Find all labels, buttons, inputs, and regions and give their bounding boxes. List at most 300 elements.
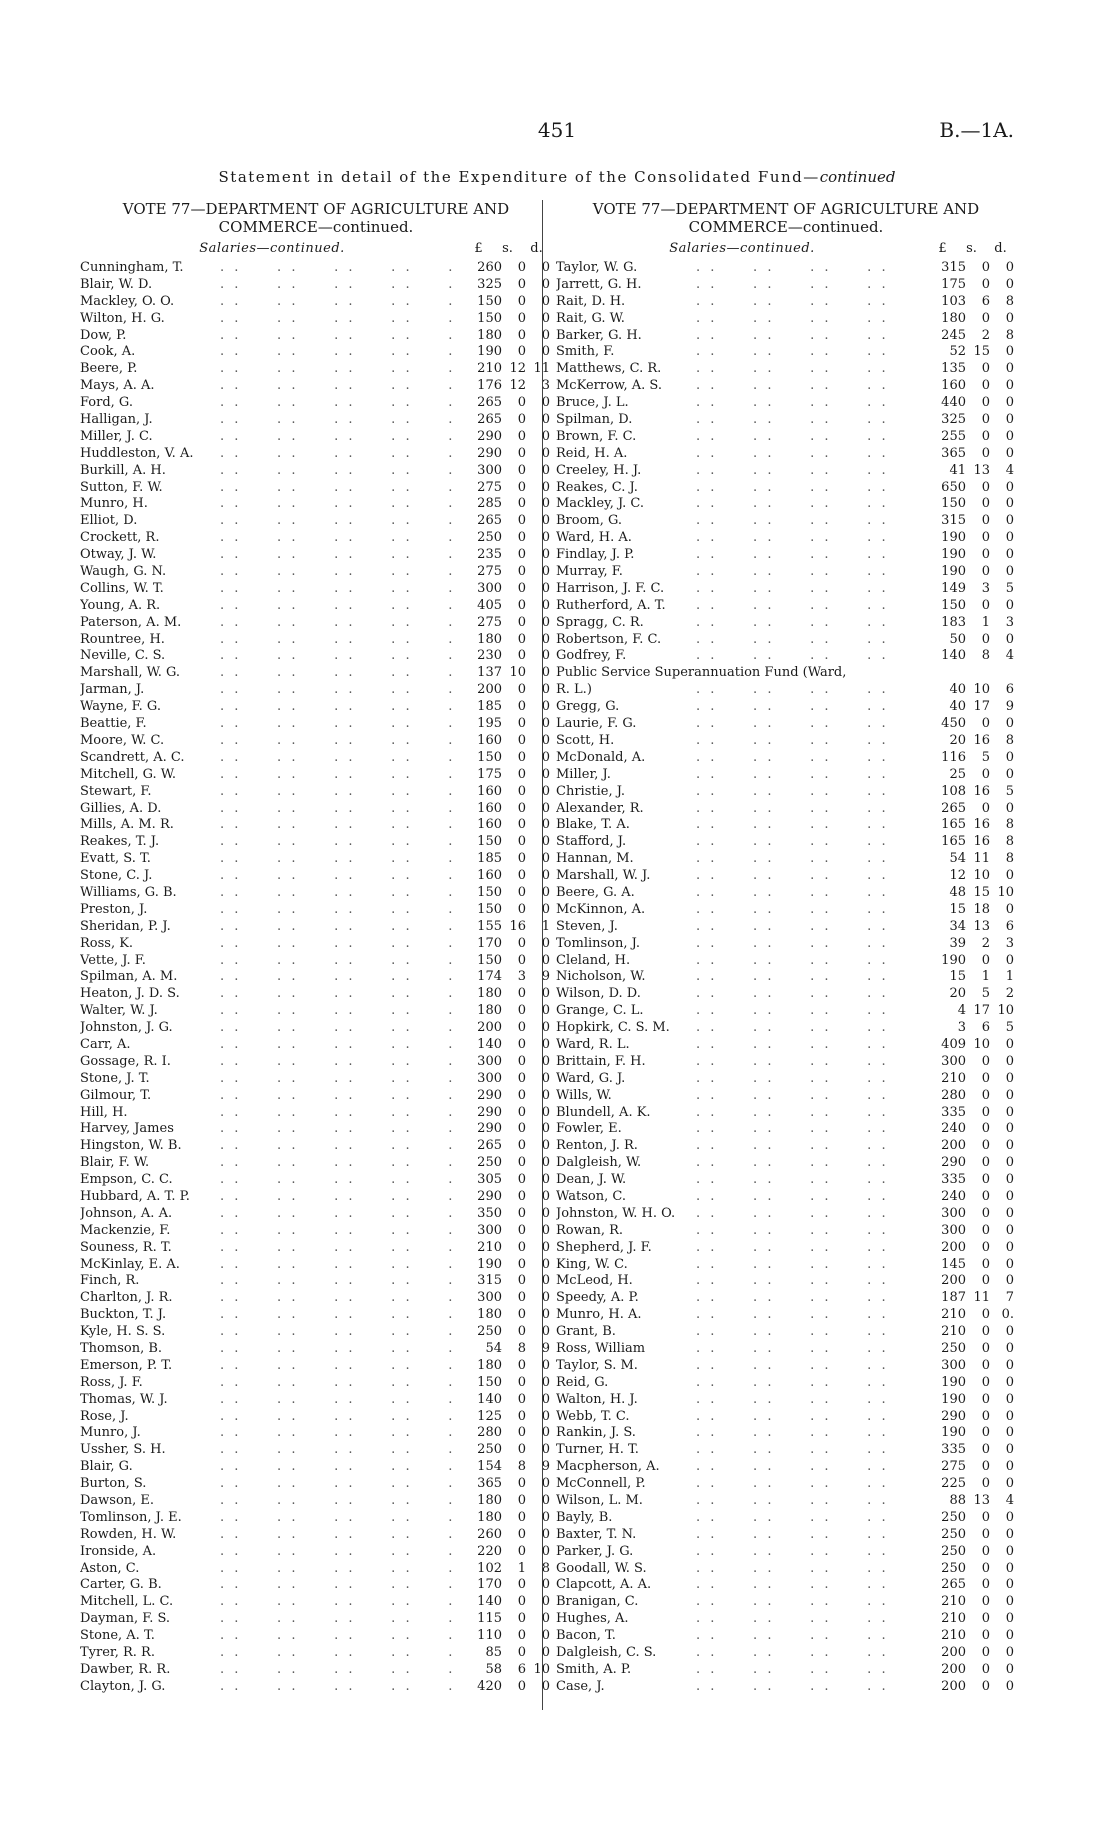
employee-name: Scott, H. [556, 733, 618, 748]
amount-shillings: 0 [517, 1020, 526, 1036]
amount-pounds: 180 [477, 631, 502, 647]
amount-pounds: 265 [941, 1577, 966, 1593]
amount-shillings: 0 [517, 834, 526, 850]
employee-name-cell [556, 1003, 922, 1020]
amount-pounds: 190 [477, 1256, 502, 1272]
employee-name: Ross, J. F. [80, 1375, 147, 1390]
employee-name: Spragg, C. R. [556, 615, 648, 630]
amount-pence: 0 [541, 648, 550, 664]
employee-name-cell [80, 378, 458, 395]
salary-row [80, 1561, 552, 1578]
amount-pence: 0 [1005, 868, 1014, 884]
amount-shillings: 0 [981, 1611, 990, 1627]
amount-pounds: 235 [477, 547, 502, 563]
amount-pence: 0 [1005, 1205, 1014, 1221]
amount-shillings: 17 [973, 699, 990, 715]
employee-name-cell [556, 1628, 922, 1645]
salary-row [556, 1341, 1016, 1358]
amount-pence: 0 [1005, 1273, 1014, 1289]
amount-pounds: 265 [477, 412, 502, 428]
amount-pence: 3 [541, 378, 550, 394]
amount-pence: 0 [1005, 1611, 1014, 1627]
amount-pence: 0 [541, 1205, 550, 1221]
amount-pounds: 12 [949, 868, 966, 884]
salary-row [556, 1442, 1016, 1459]
amount-pence: 0 [1005, 412, 1014, 428]
salary-row [80, 716, 552, 733]
employee-name: Grant, B. [556, 1324, 620, 1339]
amount-pence: 0 [541, 699, 550, 715]
amount-pence: 0 [541, 1678, 550, 1694]
amount-pence: 8 [1005, 732, 1014, 748]
amount-pence: 0 [541, 732, 550, 748]
employee-name-cell [80, 1442, 458, 1459]
employee-name: Crockett, R. [80, 530, 163, 545]
employee-name: Mackley, J. C. [556, 496, 648, 511]
employee-name: Fowler, E. [556, 1121, 626, 1136]
amount-pounds: 150 [477, 749, 502, 765]
amount-pounds: 149 [941, 580, 966, 596]
salary-row [556, 1628, 1016, 1645]
amount-pence: 10 [997, 1003, 1014, 1019]
salary-row [80, 1054, 552, 1071]
amount-shillings: 0 [517, 783, 526, 799]
salary-row [80, 919, 552, 936]
amount-shillings: 12 [509, 378, 526, 394]
employee-name: Hughes, A. [556, 1611, 633, 1626]
employee-name-cell [556, 581, 922, 598]
left-subheading: Salaries—continued. [199, 241, 345, 256]
amount-pence: 0 [541, 293, 550, 309]
amount-pounds: 190 [941, 564, 966, 580]
amount-pence: 0 [1005, 310, 1014, 326]
amount-pounds: 300 [941, 1205, 966, 1221]
employee-name: Wills, W. [556, 1088, 616, 1103]
amount-pence: 0 [541, 547, 550, 563]
amount-pence: 0 [1005, 361, 1014, 377]
salary-row [80, 1459, 552, 1476]
employee-name: Mitchell, G. W. [80, 767, 180, 782]
amount-pounds: 200 [941, 1138, 966, 1154]
amount-pounds: 174 [477, 969, 502, 985]
employee-name-cell [556, 801, 922, 818]
amount-pence: 0 [541, 1290, 550, 1306]
amount-shillings: 0 [517, 1476, 526, 1492]
salary-row [80, 1257, 552, 1274]
salary-row [556, 1476, 1016, 1493]
amount-pence: 10 [533, 1661, 550, 1677]
amount-pence: 0 [541, 428, 550, 444]
salary-row [80, 412, 552, 429]
amount-shillings: 0 [981, 1256, 990, 1272]
amount-shillings: 0 [981, 1543, 990, 1559]
amount-pence: 8 [1005, 851, 1014, 867]
employee-name: Jarrett, G. H. [556, 277, 645, 292]
amount-pence: 0 [541, 344, 550, 360]
salary-row [556, 1375, 1016, 1392]
amount-pounds: 260 [477, 1526, 502, 1542]
salary-row [556, 1594, 1016, 1611]
amount-shillings: 8 [517, 1341, 526, 1356]
amount-shillings: 0 [517, 428, 526, 444]
amount-pence: 0 [1005, 1172, 1014, 1188]
amount-pounds: 48 [949, 884, 966, 900]
employee-name: Dawber, R. R. [80, 1662, 174, 1677]
amount-pence: 0 [541, 1391, 550, 1407]
amount-pence: 0 [541, 327, 550, 343]
employee-name-cell [556, 665, 922, 682]
amount-pounds: 180 [477, 986, 502, 1002]
amount-pence: 0 [541, 1222, 550, 1238]
employee-name: Grange, C. L. [556, 1003, 648, 1018]
salary-row [556, 953, 1016, 970]
amount-pence: 0 [1005, 766, 1014, 782]
salary-row [80, 1493, 552, 1510]
salary-row [80, 1611, 552, 1628]
amount-pence: 0 [1005, 395, 1014, 411]
employee-name-cell [556, 632, 922, 649]
employee-name: Taylor, S. M. [556, 1358, 642, 1373]
employee-name-cell [80, 1037, 458, 1054]
salary-row [556, 361, 1016, 378]
employee-name-cell [80, 463, 458, 480]
amount-shillings: 0 [981, 1509, 990, 1525]
employee-name-cell [556, 1459, 922, 1476]
amount-shillings: 17 [973, 1003, 990, 1019]
amount-pounds: 180 [477, 1307, 502, 1323]
salary-row [556, 1307, 1016, 1324]
amount-pounds: 150 [477, 310, 502, 326]
amount-pounds: 365 [941, 445, 966, 461]
employee-name-cell [80, 1611, 458, 1628]
amount-pounds: 265 [477, 1138, 502, 1154]
employee-name: Smith, F. [556, 344, 618, 359]
salary-row [80, 1679, 552, 1696]
employee-name-cell [556, 1155, 922, 1172]
amount-shillings: 0 [517, 952, 526, 968]
employee-name: Gossage, R. I. [80, 1054, 175, 1069]
employee-name: Harvey, James [80, 1121, 178, 1136]
left-unit-shillings: s. [502, 241, 513, 256]
amount-pounds: 230 [477, 648, 502, 664]
amount-pounds: 210 [477, 361, 502, 377]
employee-name-cell [80, 1172, 458, 1189]
employee-name: Ward, G. J. [556, 1071, 629, 1086]
amount-pounds: 175 [477, 766, 502, 782]
amount-pounds: 34 [949, 918, 966, 934]
amount-pence: 4 [1005, 648, 1014, 664]
amount-shillings: 10 [973, 868, 990, 884]
employee-name: Elliot, D. [80, 513, 141, 528]
amount-pence: 10 [997, 884, 1014, 900]
employee-name: Bruce, J. L. [556, 395, 633, 410]
employee-name: Aston, C. [80, 1561, 143, 1576]
amount-shillings: 0 [517, 1104, 526, 1120]
amount-pounds: 200 [941, 1239, 966, 1255]
salary-row [556, 868, 1016, 885]
employee-name-cell [556, 1442, 922, 1459]
salary-row [80, 277, 552, 294]
salary-row [556, 851, 1016, 868]
employee-name-cell [80, 395, 458, 412]
amount-pounds: 405 [477, 597, 502, 613]
employee-name: Neville, C. S. [80, 648, 169, 663]
employee-name-cell [556, 1307, 922, 1324]
employee-name: Christie, J. [556, 784, 629, 799]
employee-name-cell [556, 817, 922, 834]
amount-pence: 4 [1005, 1493, 1014, 1509]
employee-name: Rutherford, A. T. [556, 598, 670, 613]
amount-pounds: 160 [477, 732, 502, 748]
employee-name-cell [80, 1290, 458, 1307]
employee-name: Speedy, A. P. [556, 1290, 643, 1305]
amount-shillings: 0 [517, 986, 526, 1002]
amount-shillings: 0 [981, 1374, 990, 1390]
amount-pence: 9 [1005, 699, 1014, 715]
amount-pounds: 300 [477, 580, 502, 596]
salary-row [80, 733, 552, 750]
employee-name: Ironside, A. [80, 1544, 160, 1559]
employee-name-cell [80, 446, 458, 463]
employee-name: Stewart, F. [80, 784, 156, 799]
employee-name-cell [80, 564, 458, 581]
salary-row [80, 1425, 552, 1442]
amount-shillings: 0 [981, 1661, 990, 1677]
salary-row [80, 1392, 552, 1409]
employee-name: Hubbard, A. T. P. [80, 1189, 194, 1204]
employee-name-cell [556, 1544, 922, 1561]
amount-pounds: 250 [941, 1526, 966, 1542]
employee-name-cell [80, 1240, 458, 1257]
amount-shillings: 0 [517, 462, 526, 478]
amount-shillings: 0 [981, 1273, 990, 1289]
employee-name: Hannan, M. [556, 851, 638, 866]
right-unit-shillings: s. [966, 241, 977, 256]
amount-shillings: 16 [973, 817, 990, 833]
amount-shillings: 0 [517, 1442, 526, 1458]
amount-shillings: 0 [517, 1053, 526, 1069]
amount-shillings: 6 [981, 1020, 990, 1036]
salary-row [80, 1020, 552, 1037]
amount-pence: 0 [1005, 1577, 1014, 1593]
salary-row [80, 1273, 552, 1290]
employee-name-cell [80, 277, 458, 294]
employee-name-cell [556, 784, 922, 801]
salary-row [556, 1172, 1016, 1189]
amount-shillings: 0 [517, 1324, 526, 1340]
employee-name: Kyle, H. S. S. [80, 1324, 169, 1339]
employee-name: Heaton, J. D. S. [80, 986, 184, 1001]
amount-shillings: 0 [517, 935, 526, 951]
employee-name: McKinnon, A. [556, 902, 649, 917]
amount-shillings: 0 [517, 496, 526, 512]
amount-shillings: 0 [517, 749, 526, 765]
amount-shillings: 0 [981, 631, 990, 647]
employee-name-cell [80, 1510, 458, 1527]
salary-row [80, 1290, 552, 1307]
salary-row [80, 361, 552, 378]
employee-name-cell [556, 1476, 922, 1493]
salary-row [556, 750, 1016, 767]
salary-row [80, 1223, 552, 1240]
salary-row [80, 1341, 552, 1358]
employee-name: Charlton, J. R. [80, 1290, 177, 1305]
salary-row [80, 1594, 552, 1611]
amount-pounds: 250 [941, 1509, 966, 1525]
employee-name-cell [80, 496, 458, 513]
employee-name-cell [80, 1375, 458, 1392]
amount-shillings: 0 [517, 513, 526, 529]
amount-shillings: 0 [517, 597, 526, 613]
amount-pounds: 200 [941, 1273, 966, 1289]
page-number: 451 [537, 118, 577, 142]
amount-pounds: 315 [477, 1273, 502, 1289]
employee-name-cell [556, 1679, 922, 1696]
amount-pounds: 200 [941, 1661, 966, 1677]
employee-name: Robertson, F. C. [556, 632, 665, 647]
employee-name: Mills, A. M. R. [80, 817, 178, 832]
amount-shillings: 0 [981, 1053, 990, 1069]
employee-name: Findlay, J. P. [556, 547, 638, 562]
amount-pence: 0 [541, 513, 550, 529]
right-vote-heading: VOTE 77—DEPARTMENT OF AGRICULTURE AND COMMERCE—continued. [592, 200, 980, 236]
amount-pounds: 240 [941, 1188, 966, 1204]
amount-shillings: 0 [981, 513, 990, 529]
amount-pounds: 140 [477, 1036, 502, 1052]
employee-name-cell [556, 530, 922, 547]
employee-name-cell [80, 412, 458, 429]
amount-shillings: 0 [981, 564, 990, 580]
salary-row [556, 1510, 1016, 1527]
salary-row [556, 294, 1016, 311]
employee-name: Rowden, H. W. [80, 1527, 180, 1542]
amount-pounds: 200 [941, 1678, 966, 1694]
employee-name: Beattie, F. [80, 716, 151, 731]
amount-pence: 0 [541, 1003, 550, 1019]
amount-pounds: 137 [477, 665, 502, 681]
amount-shillings: 13 [973, 918, 990, 934]
amount-pence: 0 [1005, 800, 1014, 816]
amount-pence: 0 [1005, 631, 1014, 647]
amount-pence: 0 [1005, 749, 1014, 765]
amount-pence: 0 [541, 1526, 550, 1542]
salary-row [80, 480, 552, 497]
amount-pence: 0 [541, 817, 550, 833]
amount-pounds: 85 [485, 1645, 502, 1661]
employee-name-cell [80, 733, 458, 750]
amount-pence: 4 [1005, 462, 1014, 478]
employee-name-cell [80, 1324, 458, 1341]
employee-name-cell [556, 277, 922, 294]
amount-shillings: 2 [981, 327, 990, 343]
amount-pence: 0 [1005, 1138, 1014, 1154]
employee-name-cell [80, 1138, 458, 1155]
amount-pounds: 190 [941, 1425, 966, 1441]
amount-shillings: 0 [517, 412, 526, 428]
amount-pounds: 183 [941, 614, 966, 630]
amount-shillings: 0 [981, 496, 990, 512]
amount-pounds: 155 [477, 918, 502, 934]
salary-row [556, 1054, 1016, 1071]
salary-row [556, 1645, 1016, 1662]
amount-pounds: 255 [941, 428, 966, 444]
employee-name-cell [556, 868, 922, 885]
amount-pounds: 52 [949, 344, 966, 360]
employee-name-cell [80, 1645, 458, 1662]
left-unit-pounds: £ [474, 241, 483, 256]
amount-pence: 5 [1005, 580, 1014, 596]
salary-row [556, 885, 1016, 902]
salary-row [80, 767, 552, 784]
page-reference: B.—1A. [939, 118, 1014, 142]
amount-shillings: 0 [517, 631, 526, 647]
employee-name-cell [556, 1206, 922, 1223]
amount-pounds: 350 [477, 1205, 502, 1221]
salary-row [80, 1645, 552, 1662]
salary-row [80, 1476, 552, 1493]
amount-pence: 0 [541, 1493, 550, 1509]
amount-shillings: 0 [981, 1222, 990, 1238]
amount-pounds [922, 665, 966, 682]
employee-name-cell [556, 1071, 922, 1088]
amount-shillings: 0 [517, 445, 526, 461]
amount-shillings: 6 [517, 1661, 526, 1677]
salary-row [556, 1088, 1016, 1105]
employee-name-cell [80, 1594, 458, 1611]
salary-row [556, 1121, 1016, 1138]
salary-row [80, 665, 552, 682]
amount-shillings: 0 [517, 1222, 526, 1238]
salary-row [80, 1037, 552, 1054]
amount-pence: 2 [1005, 986, 1014, 1002]
amount-shillings: 0 [981, 1307, 990, 1323]
amount-shillings: 0 [981, 1594, 990, 1610]
salary-row [556, 412, 1016, 429]
amount-pence: 0 [541, 276, 550, 292]
salary-row [556, 1577, 1016, 1594]
amount-shillings: 0 [981, 1172, 990, 1188]
employee-name: Laurie, F. G. [556, 716, 640, 731]
right-unit-pounds: £ [938, 241, 947, 256]
right-column [556, 200, 1016, 1696]
amount-shillings: 0 [517, 260, 526, 275]
amount-pence: 0 [1005, 1374, 1014, 1390]
amount-pence: 0 [541, 716, 550, 732]
amount-pence: 1 [1005, 969, 1014, 985]
amount-shillings: 0 [981, 1628, 990, 1644]
salary-row [80, 1442, 552, 1459]
right-unit-pence: d. [994, 241, 1007, 256]
amount-pence: 0 [541, 1628, 550, 1644]
amount-pence: 0 [541, 1374, 550, 1390]
employee-name: Burton, S. [80, 1476, 150, 1491]
amount-pence: 0 [1005, 1543, 1014, 1559]
amount-shillings: 0 [981, 276, 990, 292]
salary-row [80, 1206, 552, 1223]
amount-shillings: 8 [517, 1459, 526, 1475]
salary-row [556, 919, 1016, 936]
amount-pounds: 195 [477, 716, 502, 732]
amount-shillings: 0 [517, 1425, 526, 1441]
employee-name: Spilman, A. M. [80, 969, 181, 984]
employee-name: Murray, F. [556, 564, 627, 579]
employee-name-cell [556, 1138, 922, 1155]
amount-shillings: 0 [981, 1121, 990, 1137]
amount-shillings: 0 [981, 1138, 990, 1154]
amount-pence: 0 [541, 1104, 550, 1120]
amount-pence: 0 [541, 260, 550, 275]
employee-name: Broom, G. [556, 513, 626, 528]
